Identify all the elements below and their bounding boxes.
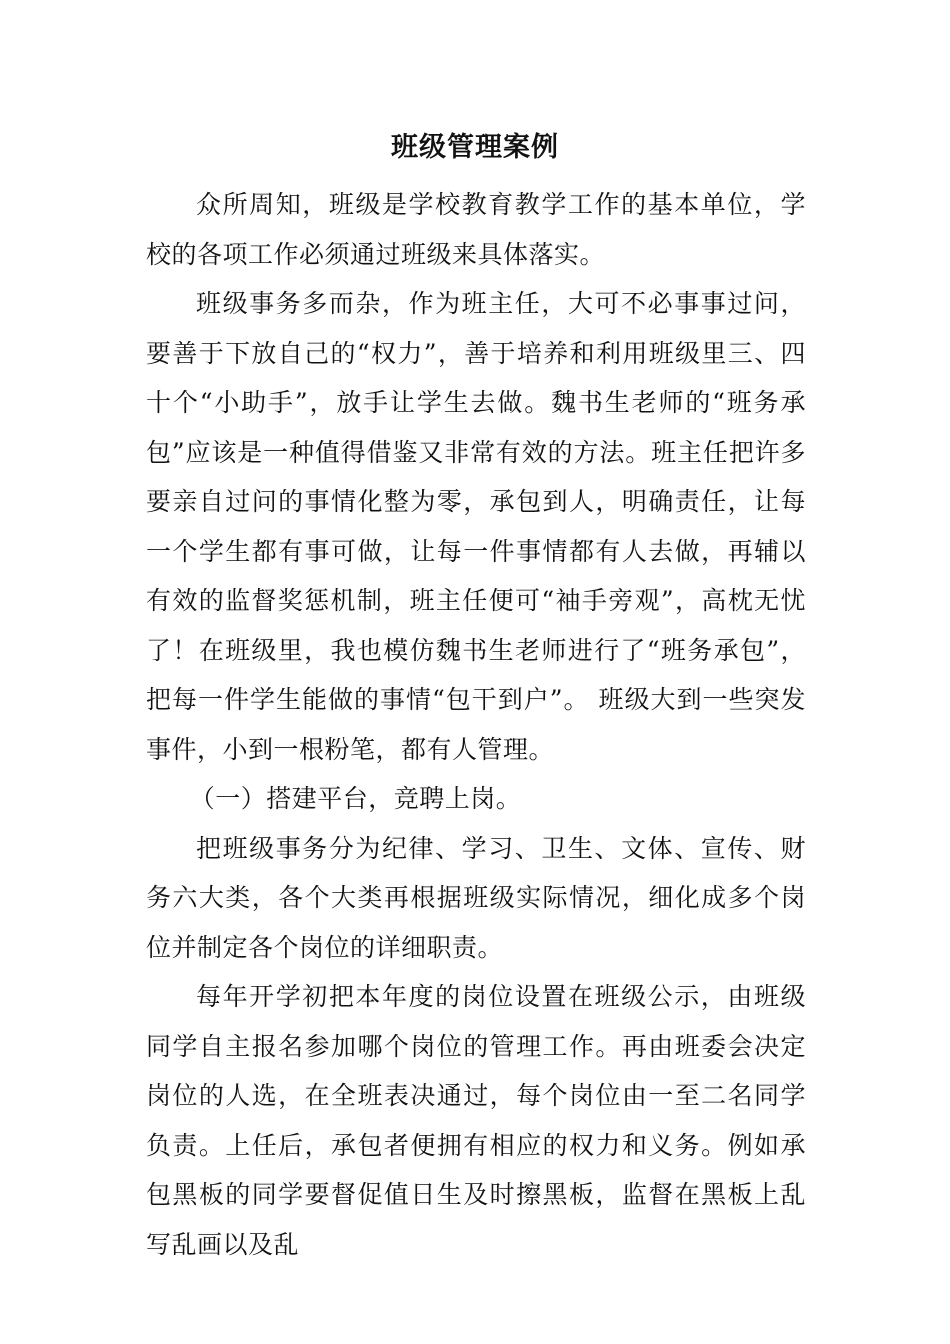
paragraph-categories: 把班级事务分为纪律、学习、卫生、文体、宣传、财务六大类，各个大类再根据班级实际情况，细化成多个岗位并制定各个岗位的详细职责。 (146, 833, 806, 962)
paragraph-positions: 每年开学初把本年度的岗位设置在班级公示，由班级同学自主报名参加哪个岗位的管理工作。再由班委会决定岗位的人选，在全班表决通过，每个岗位由一至二名同学负责。上任后，承包者便拥有相应的权力和义务。例如承包黑板的同学要督促值日生及时擦黑板，监督在黑板上乱写乱画以及乱 (146, 982, 806, 1259)
document-title: 班级管理案例 (391, 132, 559, 163)
paragraph-class-affairs: 班级事务多而杂，作为班主任，大可不必事事过问，要善于下放自己的“权力”，善于培养和利用班级里三、四十个“小助手”，放手让学生去做。魏书生老师的“班务承包”应该是一种值得借鉴又非常有效的方法。班主任把许多要亲自过问的事情化整为零，承包到人，明确责任，让每一个学生都有事可做，让每一件事情都有人去做，再辅以有效的监督奖惩机制，班主任便可“袖手旁观”，高枕无忧了！在班级里，我也模仿魏书生老师进行了“班务承包”，把每一件学生能做的事情“包干到户”。 班级大到一些突发事件，小到一根粉笔，都有人管理。 (146, 289, 806, 764)
section-heading-1: （一）搭建平台，竞聘上岗。 (189, 784, 522, 813)
paragraph-intro: 众所周知，班级是学校教育教学工作的基本单位，学校的各项工作必须通过班级来具体落实。 (146, 190, 806, 269)
document-body (146, 180, 806, 1269)
